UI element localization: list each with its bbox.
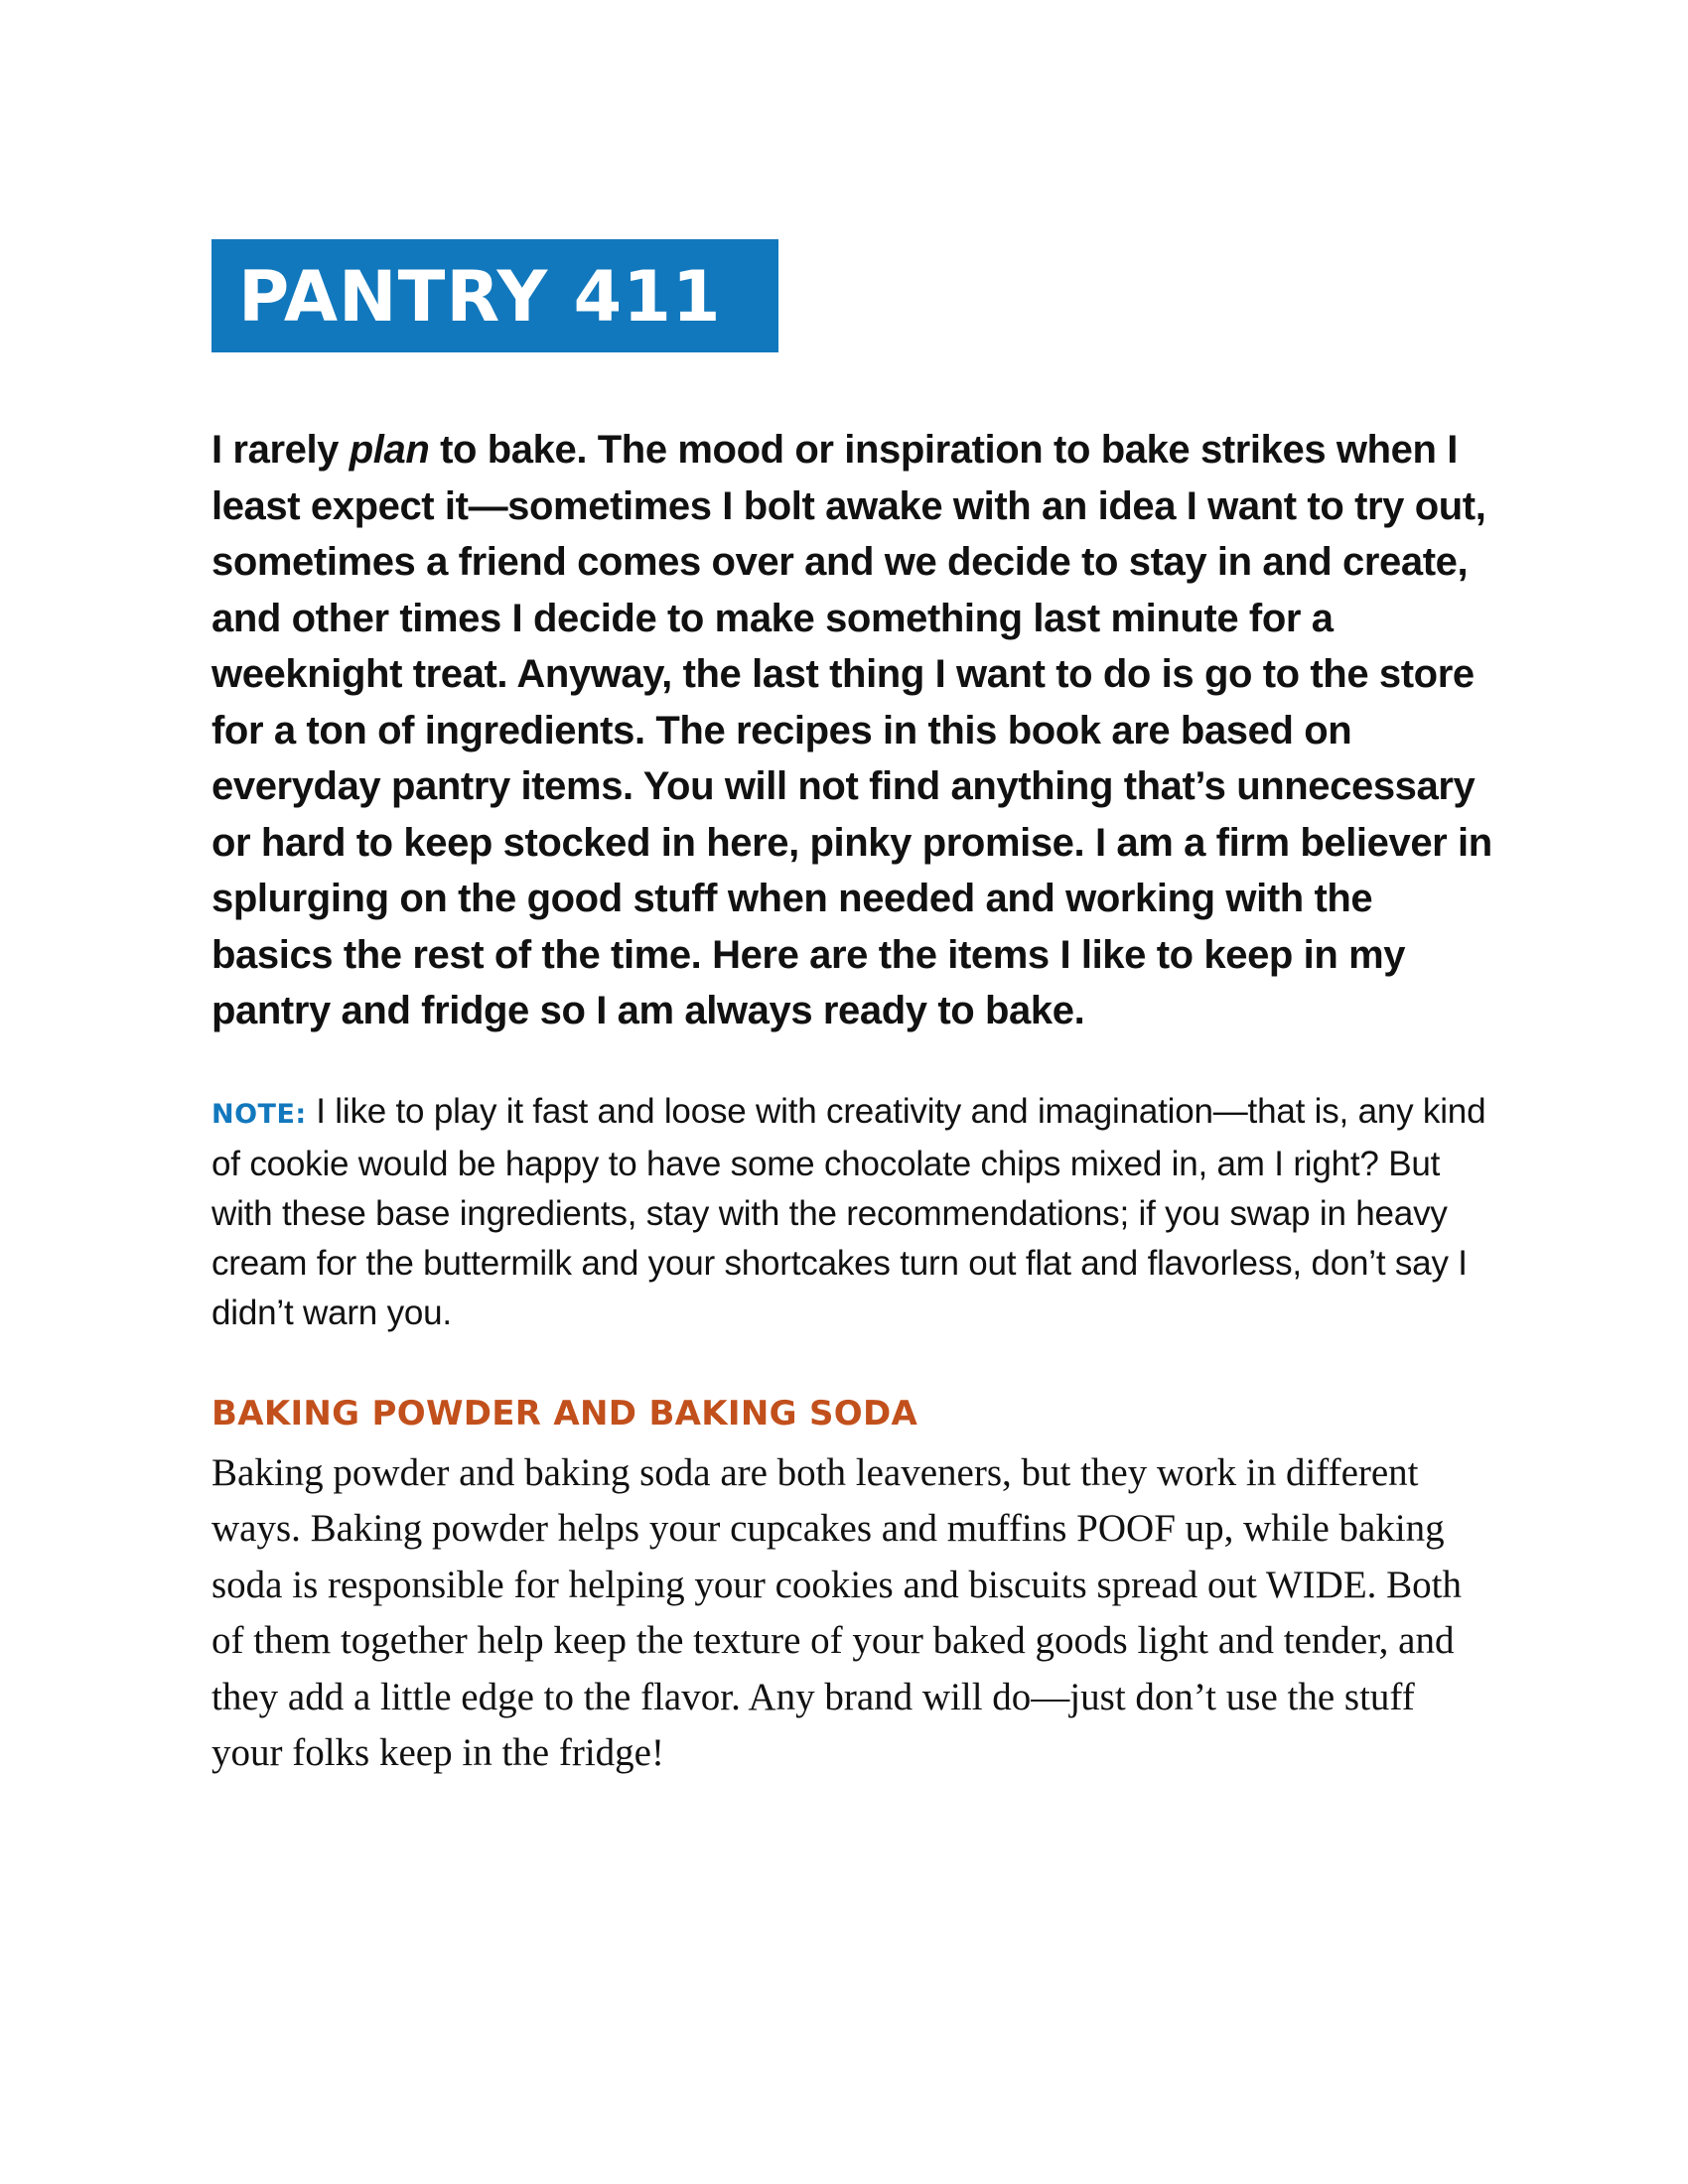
intro-emphasis: plan [349, 428, 430, 472]
section-body: Baking powder and baking soda are both leaveners, but they work in different ways. Baking powder helps your cupcakes and muffins POOF up, while baking soda is responsible for helping your cookies and biscuits spread out WIDE. Both of them together help keep the texture of your baked goods light and tender, and they add a little edge to the flavor. Any brand will do—just don’t use the stuff your folks keep in the fridge! [211, 1450, 1462, 1774]
note-paragraph [211, 1087, 1492, 1338]
intro-text-start: I rarely [211, 428, 350, 472]
page-title: PANTRY 411 [211, 239, 778, 352]
page-content [211, 239, 1492, 1821]
intro-paragraph [211, 422, 1492, 1039]
intro-text-rest: to bake. The mood or inspiration to bake strikes when I least expect it—sometimes I bolt awake with an idea I want to try out, sometimes a friend comes over and we decide to stay in and create, and other times I decide to make something last minute for a weeknight treat. Anyway, the last thing I want to do is go to the store for a ton of ingredients. The recipes in this book are based on everyday pantry items. You will not find anything that’s unnecessary or hard to keep stocked in here, pinky promise. I am a firm believer in splurging on the good stuff when needed and working with the basics the rest of the time. Here are the items I like to keep in my pantry and fridge so I am always ready to bake. [211, 428, 1492, 1032]
note-text: I like to play it fast and loose with creativity and imagination—that is, any kind of cookie would be happy to have some chocolate chips mixed in, am I right? But with these base ingredients, stay with the recommendations; if you swap in heavy cream for the buttermilk and your shortcakes turn out flat and flavorless, don’t say I didn’t warn you. [211, 1091, 1486, 1332]
section-heading: BAKING POWDER AND BAKING SODA [211, 1393, 918, 1433]
note-label: NOTE: [211, 1098, 307, 1130]
